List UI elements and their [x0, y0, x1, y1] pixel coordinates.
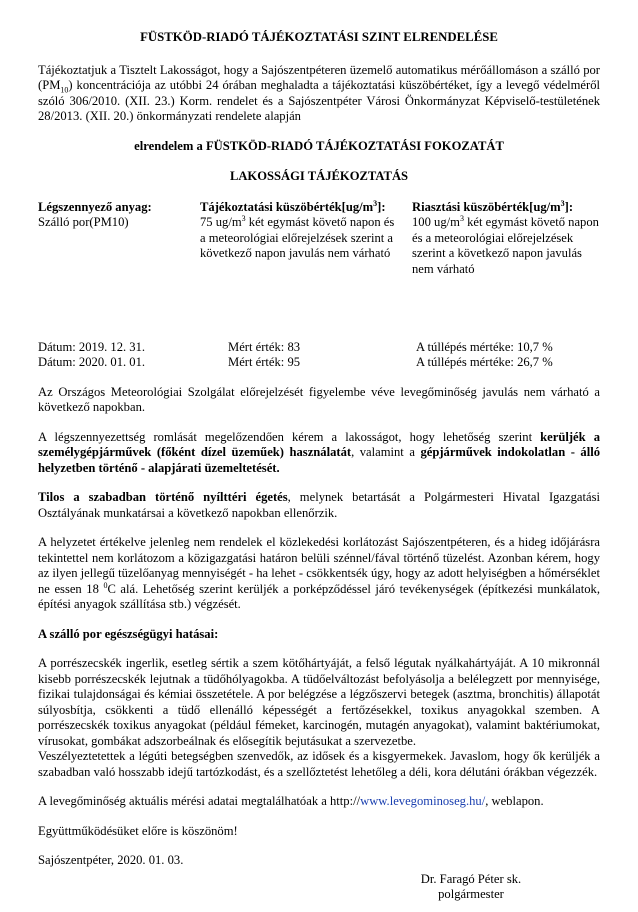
document-title: FÜSTKÖD-RIADÓ TÁJÉKOZTATÁSI SZINT ELRENDELÉSE — [140, 30, 498, 44]
info-threshold-text — [200, 215, 394, 260]
request-paragraph — [38, 430, 600, 477]
measurement-row — [38, 340, 600, 356]
pollutant-column — [38, 200, 188, 231]
measurement-date: Dátum: 2019. 12. 31. — [38, 339, 146, 354]
order-line — [38, 139, 600, 155]
alarm-threshold-column — [412, 200, 600, 278]
measurement-excess: A túllépés mértéke: 26,7 % — [416, 355, 553, 369]
request-bold-1: kerüljék a személygépjárművek (főként dízel üzeműek) használatát — [38, 429, 601, 459]
intro-paragraph — [38, 63, 600, 125]
request-text-2: , valamint a — [351, 445, 421, 459]
alarm-threshold-header-text: Riasztási küszöbérték[ug/m — [412, 199, 561, 214]
heating-text-1: A helyzetet értékelve jelenleg nem rendelek el közlekedési korlátozást Sajószentpéteren, és a hideg időjárásra tekintettel nem korlátozom a közigazgatási határon belüli szénnel/fával történő tüzelést. Azonban kérem, hogy az ilyen jellegű tüzelőanyag mennyiségét - ha lehet - csökkentsék úgy, hogy az adott helyiségben a hőmérséklet ne essen 18 — [38, 535, 600, 596]
pollutant-header: Légszennyező anyag: — [38, 199, 152, 214]
public-info-title: LAKOSSÁGI TÁJÉKOZTATÁS — [229, 169, 409, 183]
ban-text: , melynek betartását a Polgármesteri Hivatal Igazgatási Osztályának munkatársai a következő napokban ellenőrzik. — [38, 490, 600, 520]
info-threshold-sup: 3 — [241, 213, 246, 223]
forecast-paragraph: Az Országos Meteorológiai Szolgálat előrejelzését figyelembe véve levegőminőség javulás nem várható a következő napokban. — [38, 384, 600, 414]
info-threshold-header-text: Tájékoztatási küszöbérték[ug/m — [200, 199, 374, 214]
vulnerable-paragraph: Veszélyeztetettek a légúti betegségben szenvedők, az idősek és a kisgyermekek. Javaslom, hogy ők kerüljék a szabadban való hosszabb idejű tartózkodást, és a szellőztetést lehetőleg a déli, kora délutáni órákban végezzék. — [38, 749, 600, 779]
health-heading: A szálló por egészségügyi hatásai: — [38, 626, 219, 641]
degree-sup: 0 — [103, 580, 108, 590]
alarm-threshold-header — [412, 200, 600, 216]
measurement-excess: A túllépés mértéke: 10,7 % — [416, 339, 553, 354]
heating-text-2: C alá. Lehetőség szerint kerüljék a porképződéssel járó tevékenységek (építkezési munkálatok, építési anyagok szállítása stb.) végzését. — [38, 581, 600, 611]
alarm-threshold-text — [412, 215, 599, 276]
intro-subscript: 10 — [60, 85, 69, 95]
info-threshold-header-end: ]: — [377, 199, 386, 214]
signature-block — [38, 872, 600, 912]
measurement-value: Mért érték: 83 — [228, 339, 301, 354]
info-threshold-column — [200, 200, 400, 262]
ban-bold: Tilos a szabadban történő nyílttéri égetés — [38, 490, 288, 504]
alarm-threshold-header-sup: 3 — [560, 198, 565, 208]
alarm-threshold-value: 100 ug/m — [412, 215, 460, 229]
info-threshold-desc: két egymást követő napon és a meteorológiai előrejelzések szerint a következő napon javulás nem várható — [200, 215, 395, 260]
intro-text-1: Tájékoztatjuk a Tisztelt Lakosságot, hogy a Sajószentpéteren üzemelő automatikus mérőállomáson a szálló por (PM — [38, 62, 600, 92]
request-text-1: A légszennyezettség romlását megelőzendően kérem a lakosságot, hogy lehetőség szerint — [38, 429, 541, 444]
signature-title: polgármester — [438, 886, 504, 901]
web-text-2: , weblapon. — [485, 794, 544, 808]
alarm-threshold-desc: két egymást követő napon és a meteorológiai előrejelzések szerint a következő napon javulás nem várható — [412, 215, 599, 276]
order-text: FÜSTKÖD-RIADÓ TÁJÉKOZTATÁSI FOKOZATÁT — [202, 138, 504, 153]
alarm-threshold-header-end: ]: — [564, 199, 574, 214]
web-text-1: A levegőminőség aktuális mérési adatai megtalálhatóak a http:// — [38, 794, 361, 808]
place-date: Sajószentpéter, 2020. 01. 03. — [38, 853, 184, 867]
info-threshold-header-sup: 3 — [373, 198, 378, 208]
measurements-list — [38, 340, 600, 371]
measurement-value: Mért érték: 95 — [228, 355, 301, 369]
info-threshold-value: 75 ug/m — [200, 215, 242, 229]
web-paragraph — [38, 794, 600, 810]
document-page — [38, 30, 600, 912]
heating-paragraph — [38, 535, 600, 613]
order-prefix: elrendelem a — [134, 138, 203, 153]
health-paragraph: A porrészecskék ingerlik, esetleg sértik a szem kötőhártyáját, a felső légutak nyálkahártyáját. A 10 mikronnál kisebb porrészecskék lejutnak a tüdőhólyagokba. A tüdőelváltozást befolyásolja a belélegzett por mennyisége, fizikai tulajdonságai és kémiai összetétele. A por belégzése a légzőszervi betegek (asztma, bronchitis) állapotát súlyosbítja, csökkenti a tüdő ellenálló képességét a fertőzésekkel, toxikus anyagokkal szemben. A porrészecskék toxikus anyagokat (például fémeket, karcinogén, mutagén anyagokat), valamint baktériumokat, vírusokat, gombákat adszorbeálnak és elősegítik bejutásukat a szervezetbe. — [38, 656, 600, 748]
intro-text-2: ) koncentrációja az utóbbi 24 órában meghaladta a tájékoztatási küszöbértéket, így a levegő védelméről szóló 306/2010. (XII. 23.) Korm. rendelet és a Sajószentpéter Városi Önkormányzat Képviselő-testületének 28/2013. (XII. 20.) önkormányzati rendelete alapján — [38, 78, 600, 123]
pollutant-value: Szálló por(PM10) — [38, 215, 129, 229]
request-bold-2: gépjárművek indokolatlan - álló helyzetben történő - alapjárati üzemeltetését. — [38, 445, 601, 475]
threshold-table — [38, 200, 600, 340]
alarm-threshold-sup: 3 — [459, 213, 464, 223]
thanks-line: Együttműködésüket előre is köszönöm! — [38, 823, 238, 838]
signature-name: Dr. Faragó Péter sk. — [420, 871, 522, 886]
info-threshold-header — [200, 200, 400, 216]
website-link[interactable]: www.levegominoseg.hu/ — [360, 794, 486, 808]
ban-paragraph — [38, 490, 600, 521]
measurement-date: Dátum: 2020. 01. 01. — [38, 355, 146, 369]
measurement-row — [38, 355, 600, 371]
